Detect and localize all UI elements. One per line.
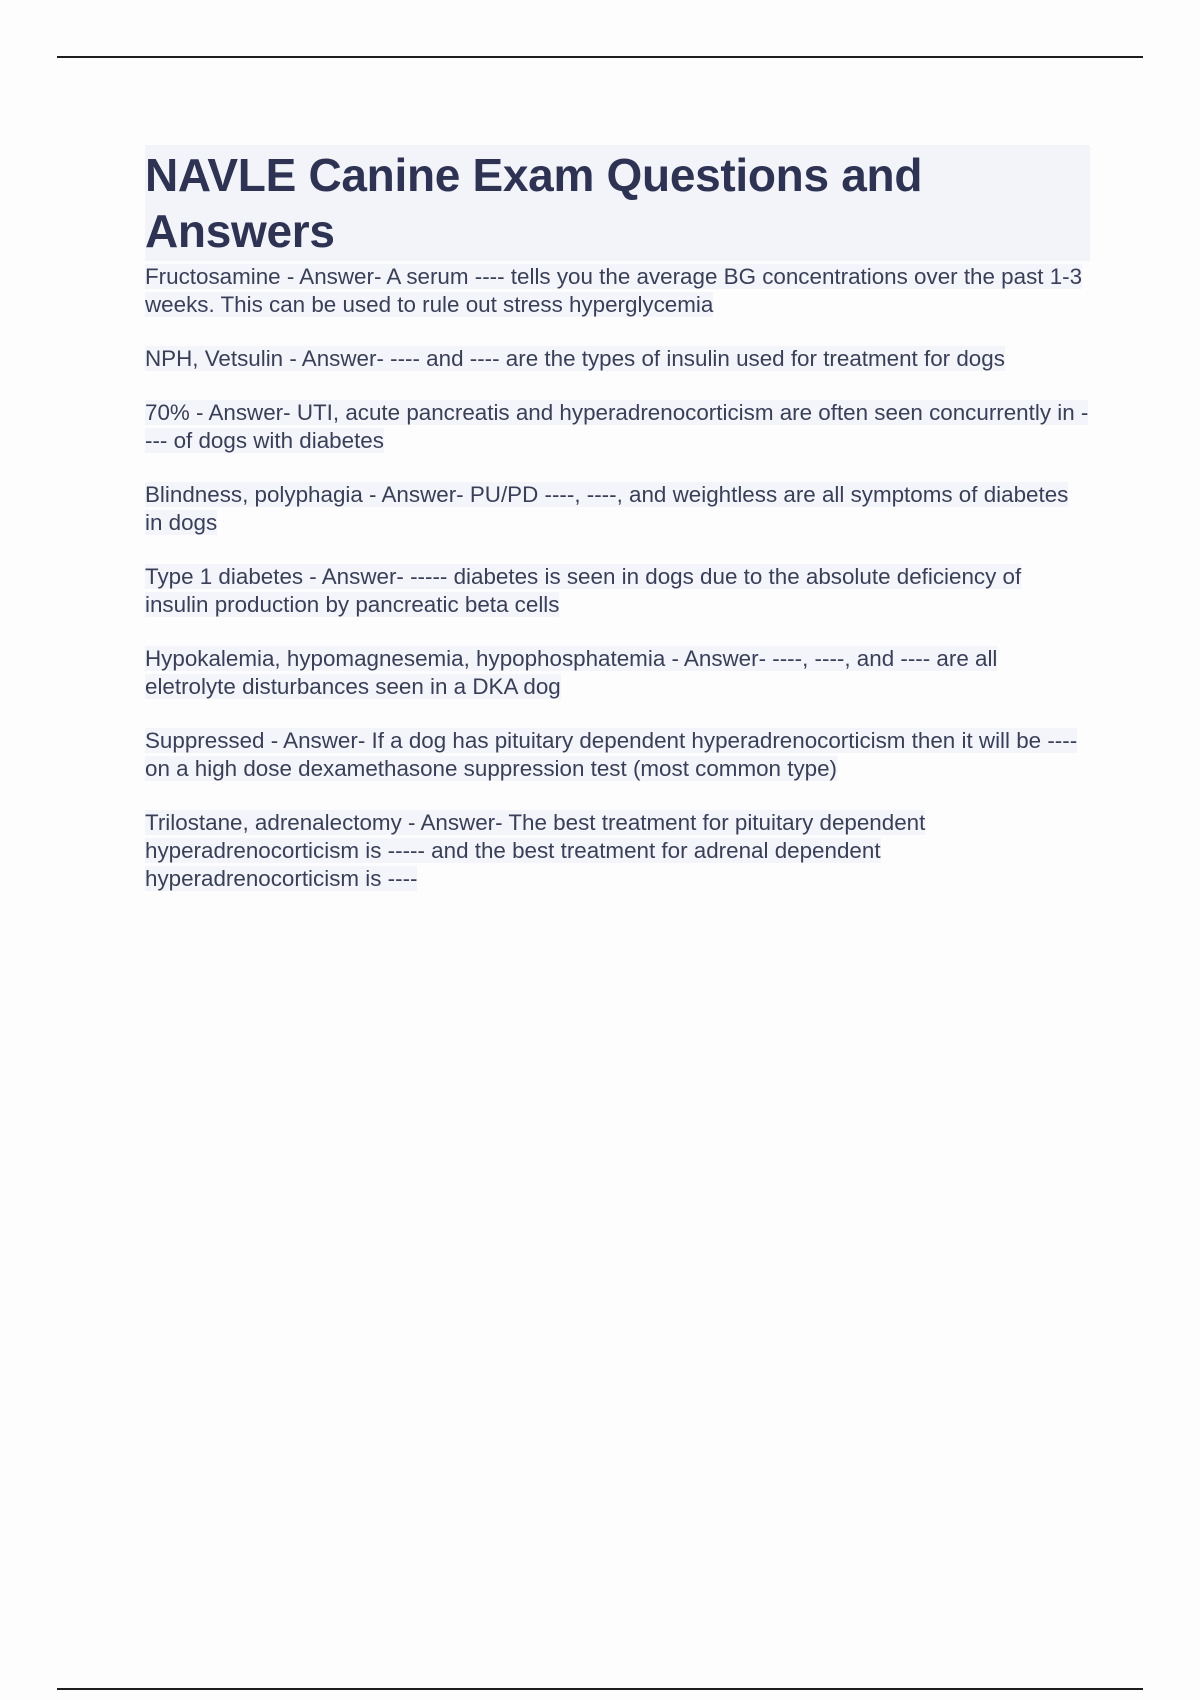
qa-item-text: 70% - Answer- UTI, acute pancreatis and hyperadrenocorticism are often seen concurrently in ---- of dogs with diabetes xyxy=(145,400,1089,453)
qa-item xyxy=(145,727,1090,783)
qa-item-text: Trilostane, adrenalectomy - Answer- The best treatment for pituitary dependent hyperadrenocorticism is ----- and the best treatment for adrenal dependent hyperadrenocorticism is ---- xyxy=(145,810,926,891)
footer-rule xyxy=(57,1688,1143,1690)
qa-item xyxy=(145,399,1090,455)
qa-item-text: Type 1 diabetes - Answer- ----- diabetes is seen in dogs due to the absolute deficiency of insulin production by pancreatic beta cells xyxy=(145,564,1022,617)
document-title: NAVLE Canine Exam Questions and Answers xyxy=(145,149,923,257)
qa-item-text: Hypokalemia, hypomagnesemia, hypophosphatemia - Answer- ----, ----, and ---- are all eletrolyte disturbances seen in a DKA dog xyxy=(145,646,998,699)
qa-item-text: Suppressed - Answer- If a dog has pituitary dependent hyperadrenocorticism then it will be ---- on a high dose dexamethasone suppression test (most common type) xyxy=(145,728,1078,781)
qa-item xyxy=(145,563,1090,619)
qa-item xyxy=(145,645,1090,701)
qa-item xyxy=(145,481,1090,537)
qa-item-text: Fructosamine - Answer- A serum ---- tells you the average BG concentrations over the past 1-3 weeks. This can be used to rule out stress hyperglycemia xyxy=(145,264,1083,317)
qa-item-text: NPH, Vetsulin - Answer- ---- and ---- are the types of insulin used for treatment for dogs xyxy=(145,346,1005,371)
qa-item xyxy=(145,345,1090,373)
document-body xyxy=(145,145,1090,919)
title-block xyxy=(145,145,1090,261)
qa-item xyxy=(145,809,1090,893)
qa-item xyxy=(145,263,1090,319)
qa-item-text: Blindness, polyphagia - Answer- PU/PD ----, ----, and weightless are all symptoms of diabetes in dogs xyxy=(145,482,1069,535)
header-rule xyxy=(57,56,1143,58)
qa-list xyxy=(145,263,1090,893)
